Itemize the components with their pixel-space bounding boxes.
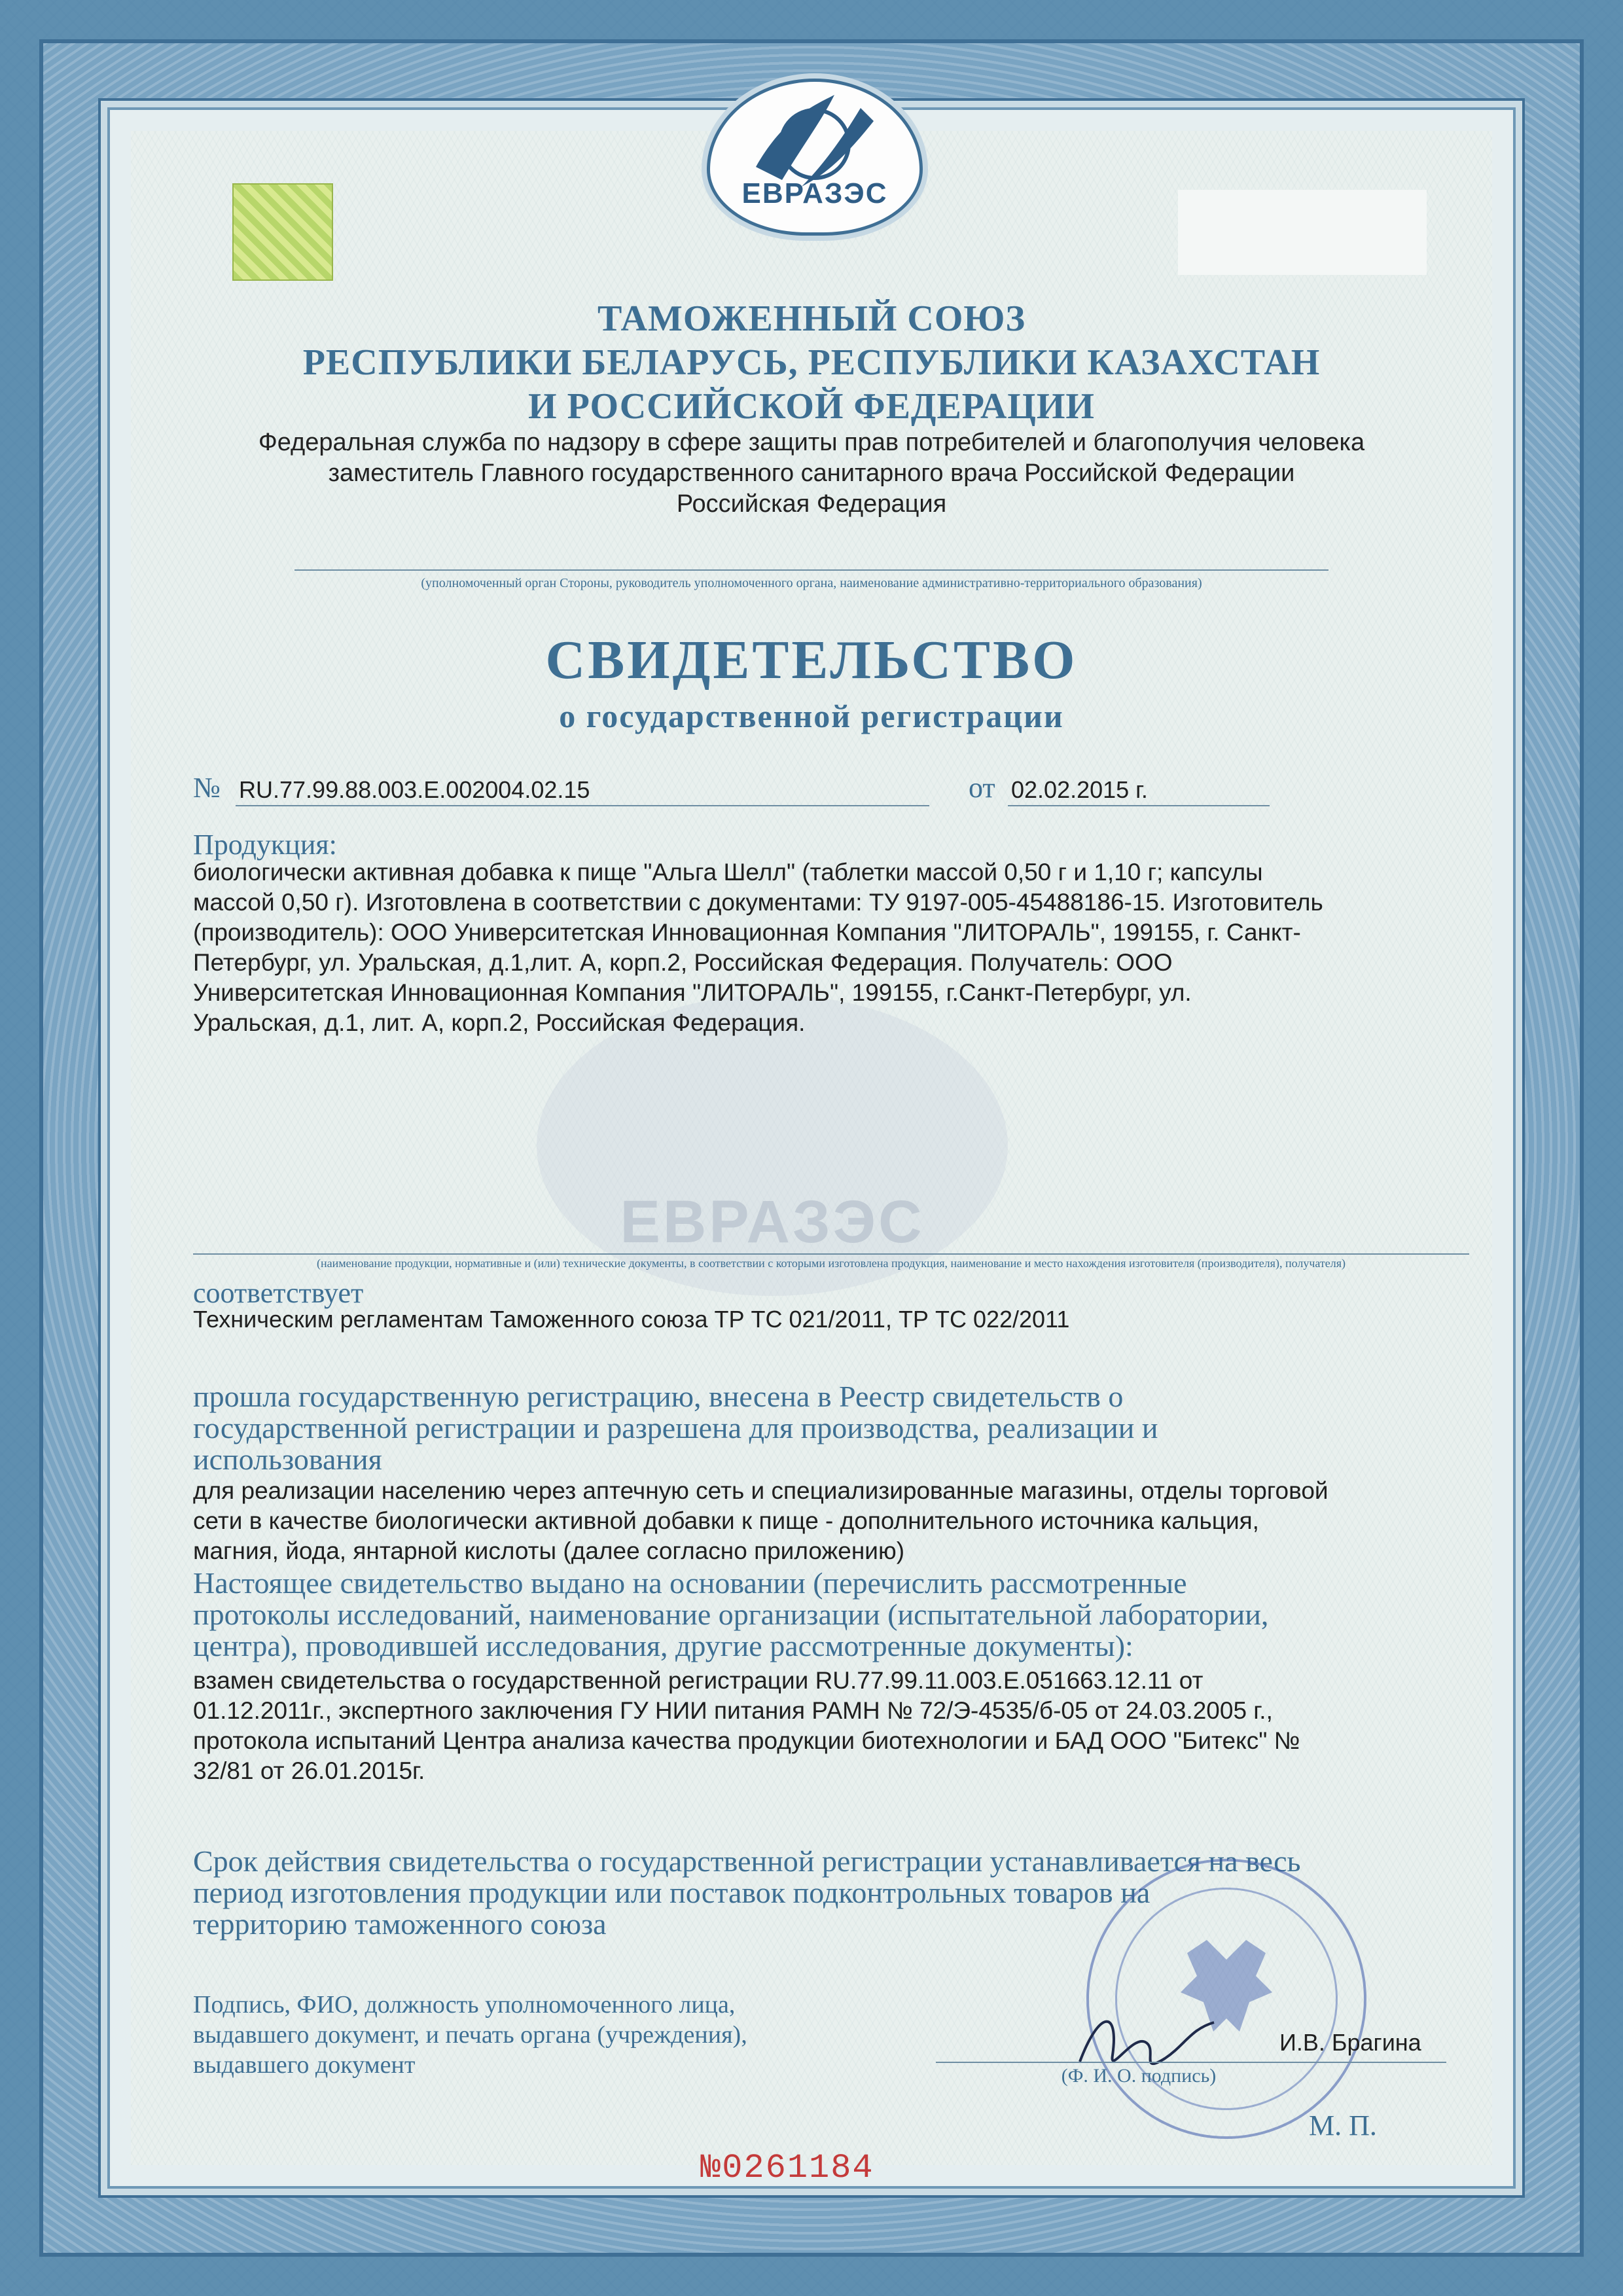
usage-description <box>193 1476 1476 1566</box>
certificate-number: RU.77.99.88.003.E.002004.02.15 <box>239 776 590 803</box>
basis-document-line: взамен свидетельства о государственной регистрации RU.77.99.11.003.Е.051663.12.11 от <box>193 1667 1204 1694</box>
product-line: Университетская Инновационная Компания "ЛИТОРАЛЬ", 199155, г.Санкт-Петербург, ул. <box>193 979 1192 1006</box>
seal-label: М. П. <box>1309 2109 1377 2142</box>
authority-underline <box>294 569 1329 571</box>
signature-label-line: выдавшего документ, и печать органа (учреждения), <box>193 2021 747 2049</box>
basis-line: протоколы исследований, наименование организации (испытательной лаборатории, <box>193 1598 1269 1631</box>
signature-underline <box>936 2062 1446 2063</box>
product-label: Продукция: <box>193 829 337 861</box>
signature-caption: (Ф. И. О. подпись) <box>1061 2065 1217 2087</box>
date-label: от <box>969 772 995 804</box>
header-line-2: РЕСПУБЛИКИ БЕЛАРУСЬ, РЕСПУБЛИКИ КАЗАХСТАН <box>302 342 1321 383</box>
date-underline <box>1008 805 1270 806</box>
basis-line: центра), проводившей исследования, другие рассмотренные документы): <box>193 1629 1133 1662</box>
conformity-label: соответствует <box>193 1277 364 1309</box>
product-line: Петербург, ул. Уральская, д.1,лит. А, корп.2, Российская Федерация. Получатель: ООО <box>193 949 1173 976</box>
hologram-sticker <box>232 183 333 281</box>
validity-line: Срок действия свидетельства о государственной регистрации устанавливается на весь <box>193 1844 1301 1878</box>
watermark <box>537 995 1008 1296</box>
product-underline <box>193 1253 1469 1255</box>
authority-line-2: заместитель Главного государственного санитарного врача Российской Федерации <box>328 459 1295 487</box>
authority-line-1: Федеральная служба по надзору в сфере защиты прав потребителей и благополучия человека <box>258 429 1365 456</box>
number-underline <box>236 805 929 806</box>
basis-statement <box>193 1568 1469 1662</box>
product-line: Уральская, д.1, лит. А, корп.2, Российская Федерация. <box>193 1009 806 1036</box>
authority-caption: (уполномоченный орган Стороны, руководитель уполномоченного органа, наименование административно-территориального образования) <box>421 576 1202 590</box>
number-label: № <box>193 772 221 804</box>
serial-number: №0261184 <box>700 2149 874 2187</box>
product-line: массой 0,50 г). Изготовлена в соответствии с документами: ТУ 9197-005-45488186-15. Изготовитель <box>193 889 1323 916</box>
signatory-name: И.В. Брагина <box>1279 2029 1421 2056</box>
basis-line: Настоящее свидетельство выдано на основании (перечислить рассмотренные <box>193 1566 1187 1600</box>
document-title: СВИДЕТЕЛЬСТВО <box>545 630 1078 691</box>
document-subtitle: о государственной регистрации <box>559 698 1064 734</box>
signature-label-line: Подпись, ФИО, должность уполномоченного лица, <box>193 1991 736 2018</box>
product-description <box>193 857 1476 1038</box>
certificate-date: 02.02.2015 г. <box>1011 776 1148 803</box>
registration-line: прошла государственную регистрацию, внесена в Реестр свидетельств о <box>193 1380 1124 1413</box>
signature-label-line: выдавшего документ <box>193 2051 416 2079</box>
registration-line: использования <box>193 1443 382 1476</box>
product-line: (производитель): ООО Университетская Инновационная Компания "ЛИТОРАЛЬ", 199155, г. Санкт- <box>193 919 1301 946</box>
product-caption: (наименование продукции, нормативные и (или) технические документы, в соответствии с которыми изготовлена продукция, наименование и место нахождения изготовителя (производителя), получателя) <box>316 1257 1346 1270</box>
usage-line: для реализации населению через аптечную сеть и специализированные магазины, отделы торговой <box>193 1477 1329 1504</box>
usage-line: магния, йода, янтарной кислоты (далее согласно приложению) <box>193 1537 905 1564</box>
blank-area <box>1178 190 1427 275</box>
registration-statement <box>193 1381 1469 1475</box>
basis-document-line: 32/81 от 26.01.2015г. <box>193 1757 425 1784</box>
validity-line: территорию таможенного союза <box>193 1907 607 1941</box>
header-line-1: ТАМОЖЕННЫЙ СОЮЗ <box>597 298 1026 339</box>
conformity-value: Техническим регламентам Таможенного союза ТР ТС 021/2011, ТР ТС 022/2011 <box>193 1306 1070 1333</box>
basis-documents <box>193 1666 1476 1786</box>
basis-document-line: протокола испытаний Центра анализа качества продукции биотехнологии и БАД ООО "Битекс" № <box>193 1727 1300 1754</box>
registration-line: государственной регистрации и разрешена для производства, реализации и <box>193 1411 1158 1444</box>
basis-document-line: 01.12.2011г., экспертного заключения ГУ НИИ питания РАМН № 72/Э-4535/б-05 от 24.03.2005 г., <box>193 1697 1273 1724</box>
product-line: биологически активная добавка к пище "Альга Шелл" (таблетки массой 0,50 г и 1,10 г; капсулы <box>193 859 1263 886</box>
logo-text: ЕВРАЗЭС <box>741 177 888 209</box>
evrazes-logo <box>707 79 923 236</box>
usage-line: сети в качестве биологически активной добавки к пище - дополнительного источника кальция, <box>193 1507 1259 1534</box>
authority-line-3: Российская Федерация <box>676 490 947 518</box>
validity-line: период изготовления продукции или поставок подконтрольных товаров на <box>193 1876 1150 1909</box>
signature-label <box>193 1990 880 2080</box>
header-line-3: И РОССИЙСКОЙ ФЕДЕРАЦИИ <box>528 386 1095 427</box>
watermark-text: ЕВРАЗЭС <box>620 1189 925 1255</box>
